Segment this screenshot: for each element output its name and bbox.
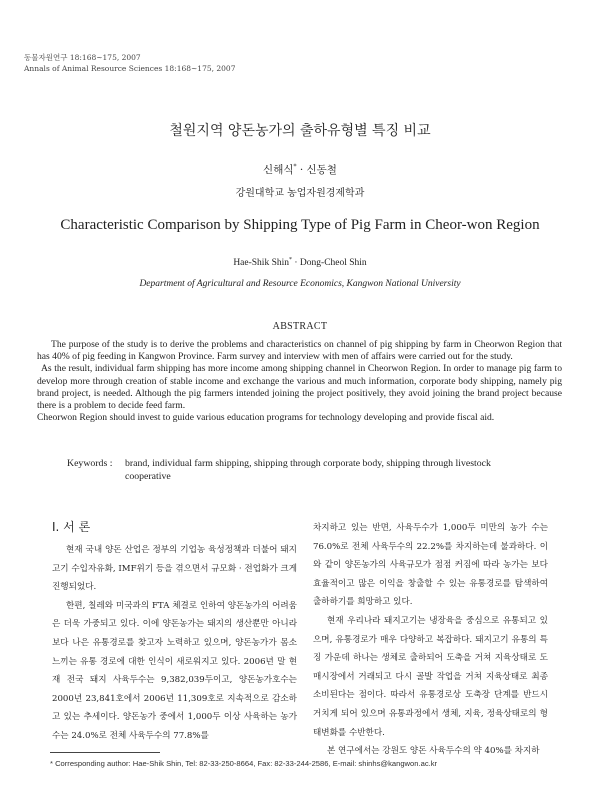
body-paragraph: 현재 국내 양돈 산업은 정부의 기업농 육성정책과 더불어 돼지고기 수입자유화, IMF위기 등을 겪으면서 규모화 · 전업화가 크게 진행되었다. — [52, 545, 297, 593]
abstract-body — [37, 339, 562, 424]
journal-citation — [24, 52, 235, 74]
authors-korean — [0, 162, 600, 177]
authors-english — [0, 257, 600, 268]
keywords — [67, 457, 547, 483]
body-paragraph: 본 연구에서는 강원도 양돈 사육두수의 약 40%를 차지하 — [327, 746, 540, 757]
body-paragraph: 현재 우리나라 돼지고기는 냉장육을 중심으로 유통되고 있으며, 유통경로가 매우 다양하고 복잡하다. 돼지고기 유통의 특징 가운데 하나는 생체로 출하되어 도축을 거쳐 지육상태로 도매시장에서 거래되고 다시 골발 작업을 거쳐 지육상태로 최종 소비된다는 점이다. 따라서 유통경로상 도축장 단계를 반드시 거치게 되어 있으며 유통과정에서 생체, 지육, 정육상태로의 형태변화를 수반한다. — [313, 615, 548, 738]
body-column-right — [313, 519, 548, 761]
abstract-heading: ABSTRACT — [272, 321, 328, 332]
author-2-en: · Dong-Cheol Shin — [292, 258, 367, 269]
footnote-divider — [50, 752, 160, 753]
author-1-en: Hae-Shik Shin — [233, 258, 289, 269]
journal-citation-en: Annals of Animal Resource Sciences 18:168~175, 2007 — [24, 64, 236, 73]
corresponding-mark-en: * — [289, 257, 292, 263]
section-heading-introduction: Ⅰ. 서 론 — [52, 520, 91, 534]
keywords-line: cooperative — [125, 471, 171, 482]
keywords-line: brand, individual farm shipping, shipping through corporate body, shipping through livestock — [125, 458, 491, 469]
corresponding-mark-ko: * — [293, 163, 297, 171]
affiliation-korean: 강원대학교 농업자원경제학과 — [235, 188, 365, 199]
abstract-paragraph: The purpose of the study is to derive the problems and characteristics on channel of pig shipping by farm in Cheorwon Region that has 40% of pig feeding in Kangwon Province. Farm survey and interview with men of affairs were carried out for the study. — [37, 339, 562, 363]
body-paragraph: 차지하고 있는 반면, 사육두수가 1,000두 미만의 농가 수는 76.0%로 전체 사육두수의 22.2%를 차지하는데 불과하다. 이와 같이 양돈농가의 사육규모가 점점 커짐에 따라 농가는 보다 효율적이고 많은 이익을 창출할 수 있는 유통경로를 탐색하여 출하하기를 희망하고 있다. — [313, 523, 548, 608]
body-column-left — [52, 541, 297, 746]
abstract-paragraph: Cheorwon Region should invest to guide various education programs for technology developing and provide fiscal aid. — [37, 412, 495, 424]
footnote-corresponding-author: * Corresponding author: Hae-Shik Shin, Tel: 82-33-250-8664, Fax: 82-33-244-2586, E-mail: shinhs@kangwon.ac.kr — [50, 759, 438, 768]
keywords-label: Keywords : — [67, 458, 113, 469]
abstract-paragraph: As the result, individual farm shipping has more income among shipping channel in Cheorwon Region. In order to manage pig farm to develop more through creation of stable income and exchange the various and much information, corporate body shipping, namely pig brand project, is needed. Although the pig farmers intended joining the project positively, they avoid joining the brand project because there is a problem to decide feed farm. — [37, 363, 562, 412]
title-korean: 철원지역 양돈농가의 출하유형별 특징 비교 — [169, 123, 431, 139]
body-paragraph: 한편, 칠레와 미국과의 FTA 체결로 인하여 양돈농가의 어려움은 더욱 가중되고 있다. 이에 양돈농가는 돼지의 생산뿐만 아니라 보다 나은 유통경로를 찾고자 노력하고 있으며, 양돈농가가 몸소 느끼는 유통 경로에 대한 인식이 새로워지고 있다. 2006년 말 현재 전국 돼지 사육두수는 9,382,039두이고, 양돈농가호수는 2000년 23,841호에서 2006년 11,309호로 지속적으로 감소하고 있는 추세이다. 양돈농가 중에서 1,000두 이상 사육하는 농가 수는 24.0%로 전체 사육두수의 77.8%를 — [52, 600, 297, 741]
title-english: Characteristic Comparison by Shipping Type of Pig Farm in Cheor-won Region — [60, 217, 540, 233]
author-2-ko: · 신동철 — [296, 164, 337, 176]
author-1-ko: 신해식 — [263, 164, 294, 176]
journal-citation-ko: 동물자원연구 18:168~175, 2007 — [24, 53, 141, 62]
affiliation-english: Department of Agricultural and Resource Economics, Kangwon National University — [139, 279, 461, 289]
